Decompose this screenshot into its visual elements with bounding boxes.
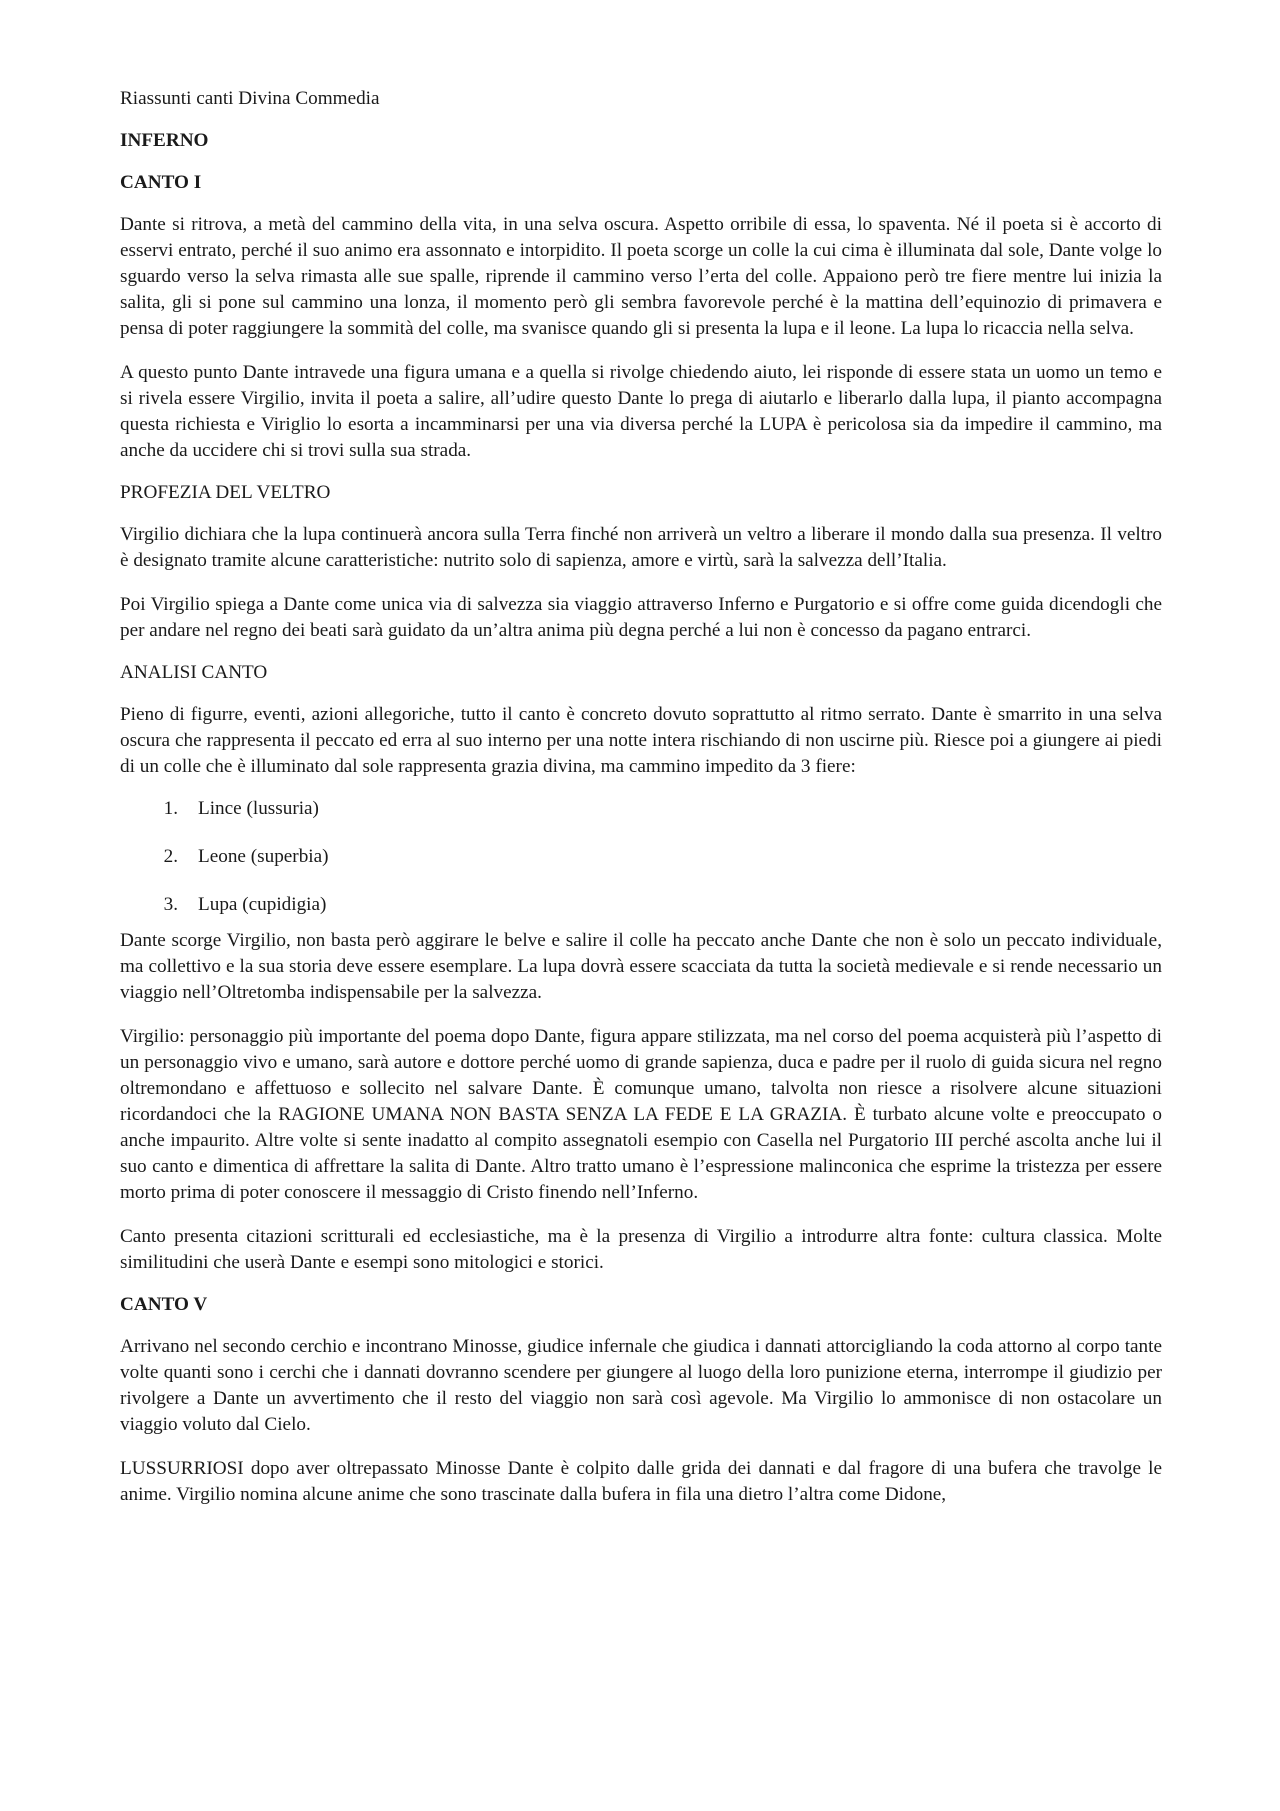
- section-heading-inferno: INFERNO: [120, 130, 209, 151]
- list-item-number: 3.: [163, 894, 178, 915]
- canto-5-paragraph-1: Arrivano nel secondo cerchio e incontrano Minosse, giudice infernale che giudica i dannati attorcigliando la coda attorno al corpo tante volte quanti sono i cerchi che i dannati dovranno scendere per giungere al luogo della loro punizione eterna, interrompe il giudizio per rivolgere a Dante un avvertimento che il resto del viaggio non sarà così agevole. Ma Virgilio lo ammonisce di non ostacolare un viaggio voluto dal Cielo.: [120, 1336, 1162, 1435]
- subheading-profezia-veltro: PROFEZIA DEL VELTRO: [120, 482, 331, 503]
- list-item-text: Lupa (cupidigia): [198, 894, 327, 915]
- list-item: [120, 796, 1162, 822]
- canto-1-paragraph-3: Virgilio dichiara che la lupa continuerà ancora sulla Terra finché non arriverà un veltro a liberare il mondo dalla sua presenza. Il veltro è designato tramite alcune caratteristiche: nutrito solo di sapienza, amore e virtù, sarà la salvezza dell’Italia.: [120, 524, 1162, 571]
- list-item-text: Lince (lussuria): [198, 798, 319, 819]
- canto-1-paragraph-4: Poi Virgilio spiega a Dante come unica via di salvezza sia viaggio attraverso Inferno e Purgatorio e si offre come guida dicendogli che per andare nel regno dei beati sarà guidato da un’altra anima più degna perché a lui non è concesso da pagano entrarci.: [120, 594, 1162, 641]
- document-title: Riassunti canti Divina Commedia: [120, 88, 380, 109]
- canto-1-heading: CANTO I: [120, 172, 202, 193]
- document-page: [120, 86, 1162, 1508]
- list-item-number: 1.: [163, 798, 178, 819]
- canto-1-paragraph-8: Canto presenta citazioni scritturali ed ecclesiastiche, ma è la presenza di Virgilio a introdurre altra fonte: cultura classica. Molte similitudini che userà Dante e esempi sono mitologici e storici.: [120, 1226, 1162, 1273]
- fiere-list: [120, 796, 1162, 918]
- canto-1-paragraph-1: Dante si ritrova, a metà del cammino della vita, in una selva oscura. Aspetto orribile di essa, lo spaventa. Né il poeta si è accorto di esservi entrato, perché il suo animo era assonnato e intorpidito. Il poeta scorge un colle la cui cima è illuminata dal sole, Dante volge lo sguardo verso la selva rimasta alle sue spalle, riprende il cammino verso l’erta del colle. Appaiono però tre fiere mentre lui inizia la salita, gli si pone sul cammino una lonza, il momento però gli sembra favorevole perché è la mattina dell’equinozio di primavera e pensa di poter raggiungere la sommità del colle, ma svanisce quando gli si presenta la lupa e il leone. La lupa lo ricaccia nella selva.: [120, 214, 1162, 339]
- canto-1-paragraph-5: Pieno di figurre, eventi, azioni allegoriche, tutto il canto è concreto dovuto soprattutto al ritmo serrato. Dante è smarrito in una selva oscura che rappresenta il peccato ed erra al suo interno per una notte intera rischiando di non uscirne più. Riesce poi a giungere ai piedi di un colle che è illuminato dal sole rappresenta grazia divina, ma cammino impedito da 3 fiere:: [120, 704, 1162, 777]
- list-item-text: Leone (superbia): [198, 846, 329, 867]
- canto-5-heading: CANTO V: [120, 1294, 208, 1315]
- canto-1-paragraph-6: Dante scorge Virgilio, non basta però aggirare le belve e salire il colle ha peccato anche Dante che non è solo un peccato individuale, ma collettivo e la sua storia deve essere esemplare. La lupa dovrà essere scacciata da tutta la società medievale e si rende necessario un viaggio nell’Oltretomba indispensabile per la salvezza.: [120, 930, 1162, 1003]
- canto-5-paragraph-2: LUSSURRIOSI dopo aver oltrepassato Minosse Dante è colpito dalle grida dei dannati e dal fragore di una bufera che travolge le anime. Virgilio nomina alcune anime che sono trascinate dalla bufera in fila una dietro l’altra come Didone,: [120, 1458, 1162, 1505]
- canto-1-paragraph-2: A questo punto Dante intravede una figura umana e a quella si rivolge chiedendo aiuto, lei risponde di essere stata un uomo un temo e si rivela essere Virgilio, invita il poeta a salire, all’udire questo Dante lo prega di aiutarlo e liberarlo dalla lupa, il pianto accompagna questa richiesta e Viriglio lo esorta a incamminarsi per una via diversa perché la LUPA è pericolosa sia da impedire il cammino, ma anche da uccidere chi si trovi sulla sua strada.: [120, 362, 1162, 461]
- subheading-analisi-canto: ANALISI CANTO: [120, 662, 268, 683]
- list-item: [120, 892, 1162, 918]
- canto-1-paragraph-7: Virgilio: personaggio più importante del poema dopo Dante, figura appare stilizzata, ma nel corso del poema acquisterà più l’aspetto di un personaggio vivo e umano, sarà autore e dottore perché uomo di grande sapienza, duca e padre per il ruolo di guida sicura nel regno oltremondano e affettuoso e sollecito nel salvare Dante. È comunque umano, talvolta non riesce a risolvere alcune situazioni ricordandoci che la RAGIONE UMANA NON BASTA SENZA LA FEDE E LA GRAZIA. È turbato alcune volte e preoccupato o anche impaurito. Altre volte si sente inadatto al compito assegnatoli esempio con Casella nel Purgatorio III perché ascolta anche lui il suo canto e dimentica di affrettare la salita di Dante. Altro tratto umano è l’espressione malinconica che esprime la tristezza per essere morto prima di poter conoscere il messaggio di Cristo finendo nell’Inferno.: [120, 1026, 1162, 1203]
- list-item: [120, 844, 1162, 870]
- list-item-number: 2.: [163, 846, 178, 867]
